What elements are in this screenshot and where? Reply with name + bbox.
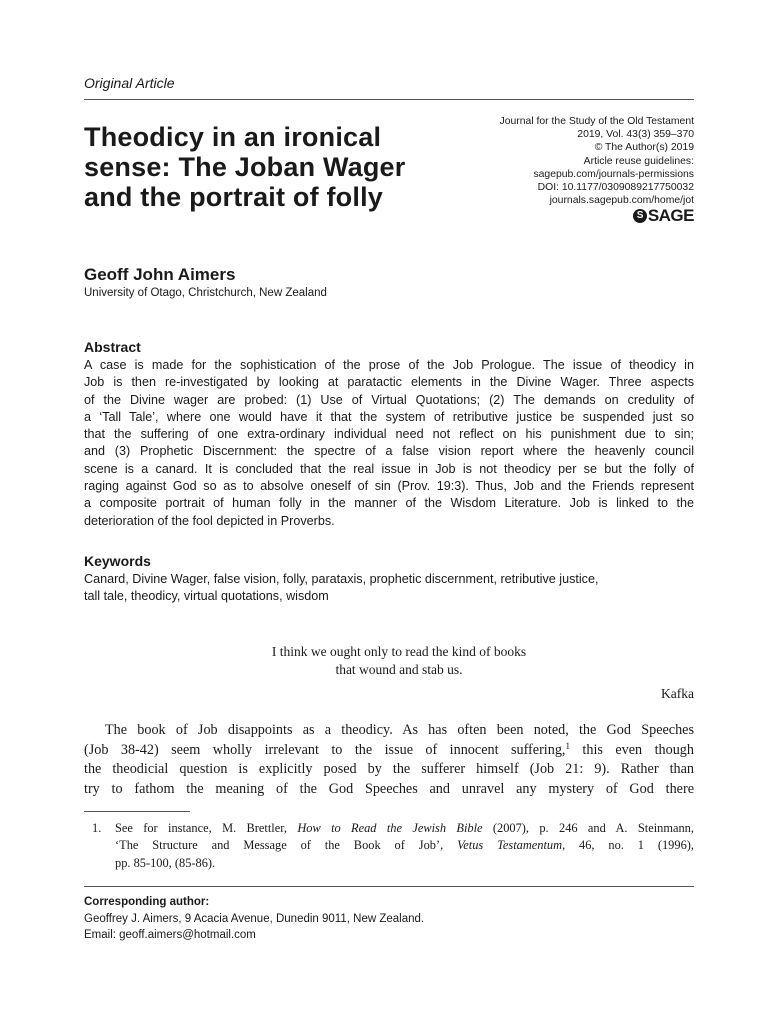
abstract-line: Job is then re-investigated by looking at paratactic elements in the Divine Wager. Three aspects <box>84 375 694 390</box>
body-text-segment: this even though <box>569 741 694 758</box>
footnote-divider <box>84 811 190 812</box>
permissions-link[interactable]: sagepub.com/journals-permissions <box>533 168 694 180</box>
footnote-line <box>115 820 694 837</box>
journal-name: Journal for the Study of the Old Testament <box>499 116 694 127</box>
footnote <box>84 820 694 872</box>
footnote-line <box>115 837 694 854</box>
header-divider <box>84 99 694 100</box>
footnote-number: 1. <box>92 821 102 835</box>
journal-info <box>444 115 694 207</box>
reuse-label: Article reuse guidelines: <box>583 155 694 167</box>
body-line: the theodicial question is explicitly posed by the sufferer himself (Job 21: 9). Rather than <box>84 761 694 777</box>
footnote-text: , 46, no. 1 (1996), <box>562 838 694 853</box>
author-affiliation: University of Otago, Christchurch, New Zealand <box>84 287 327 299</box>
title-line: sense: The Joban Wager <box>84 152 406 182</box>
keywords-line: tall tale, theodicy, virtual quotations, wisdom <box>84 589 329 604</box>
doi-link[interactable]: DOI: 10.1177/0309089217750032 <box>537 182 694 194</box>
footnote-text: ‘The Structure and Message of the Book of Job’, <box>115 838 458 853</box>
footnote-text: See for instance, M. Brettler, <box>115 821 298 835</box>
footnote-reference[interactable]: 1 <box>565 740 570 751</box>
abstract-line: raging against God so as to absolve oneself of sin (Prov. 19:3). Thus, Job and the Friends represent <box>84 479 694 494</box>
abstract-line: that the suffering of one extra-ordinary individual need not reflect on his punishment due to sin; <box>84 427 694 442</box>
sage-logo-icon: S <box>633 209 647 223</box>
abstract-line: and (3) Prophetic Discernment: the spectre of a false vision report where the heavenly council <box>84 444 694 459</box>
abstract-heading: Abstract <box>84 339 141 355</box>
journal-title: Vetus Testamentum <box>457 838 563 853</box>
epigraph-line: I think we ought only to read the kind of books <box>271 644 527 659</box>
epigraph <box>84 643 714 679</box>
correspondence-address: Geoffrey J. Aimers, 9 Acacia Avenue, Dunedin 9011, New Zealand. <box>84 913 425 925</box>
title-line: and the portrait of folly <box>84 182 383 212</box>
epigraph-attribution: Kafka <box>661 686 694 701</box>
body-text-segment: (Job 38-42) seem wholly irrelevant to the issue of innocent suffering, <box>84 741 566 758</box>
body-line <box>84 741 694 761</box>
abstract-line: A case is made for the sophistication of the prose of the Job Prologue. The issue of theodicy in <box>84 358 694 372</box>
article-type-label: Original Article <box>84 75 175 91</box>
article-title <box>84 122 444 212</box>
keywords-body <box>84 571 694 606</box>
journal-volume: 2019, Vol. 43(3) 359–370 <box>577 129 694 141</box>
body-line: The book of Job disappoints as a theodicy. As has often been noted, the God Speeches <box>105 722 694 738</box>
footnote-text: (2007), p. 246 and A. Steinmann, <box>482 821 694 835</box>
body-paragraph <box>84 721 694 799</box>
footnote-line: pp. 85-100, (85-86). <box>115 855 216 870</box>
abstract-body <box>84 357 694 530</box>
sage-logo <box>633 206 694 226</box>
keywords-heading: Keywords <box>84 553 151 569</box>
correspondence-email[interactable]: Email: geoff.aimers@hotmail.com <box>84 929 256 941</box>
correspondence-heading: Corresponding author: <box>84 896 210 908</box>
journal-home-link[interactable]: journals.sagepub.com/home/jot <box>549 195 694 207</box>
epigraph-line: that wound and stab us. <box>335 662 463 677</box>
sage-logo-text: SAGE <box>647 206 694 225</box>
abstract-line: of the Divine wager are probed: (1) Use of Virtual Quotations; (2) The demands on credulity of <box>84 392 694 407</box>
abstract-line: deterioration of the fool depicted in Proverbs. <box>84 513 335 528</box>
author-name: Geoff John Aimers <box>84 265 236 284</box>
keywords-line: Canard, Divine Wager, false vision, folly, parataxis, prophetic discernment, retributive justice, <box>84 572 599 586</box>
abstract-line: a composite portrait of human folly in the manner of the Wisdom Literature. Job is linked to the <box>84 496 694 511</box>
abstract-line: a ‘Tall Tale’, where one would have it that the system of retributive justice be suspended just so <box>84 409 694 424</box>
title-line: Theodicy in an ironical <box>84 122 382 152</box>
book-title: How to Read the Jewish Bible <box>297 821 483 835</box>
abstract-line: scene is a canard. It is concluded that the real issue in Job is not theodicy per se but the folly of <box>84 461 694 476</box>
correspondence-divider <box>84 886 694 887</box>
body-line: try to fathom the meaning of the God Speeches and unravel any mystery of God there <box>84 780 694 797</box>
copyright: © The Author(s) 2019 <box>594 142 694 154</box>
